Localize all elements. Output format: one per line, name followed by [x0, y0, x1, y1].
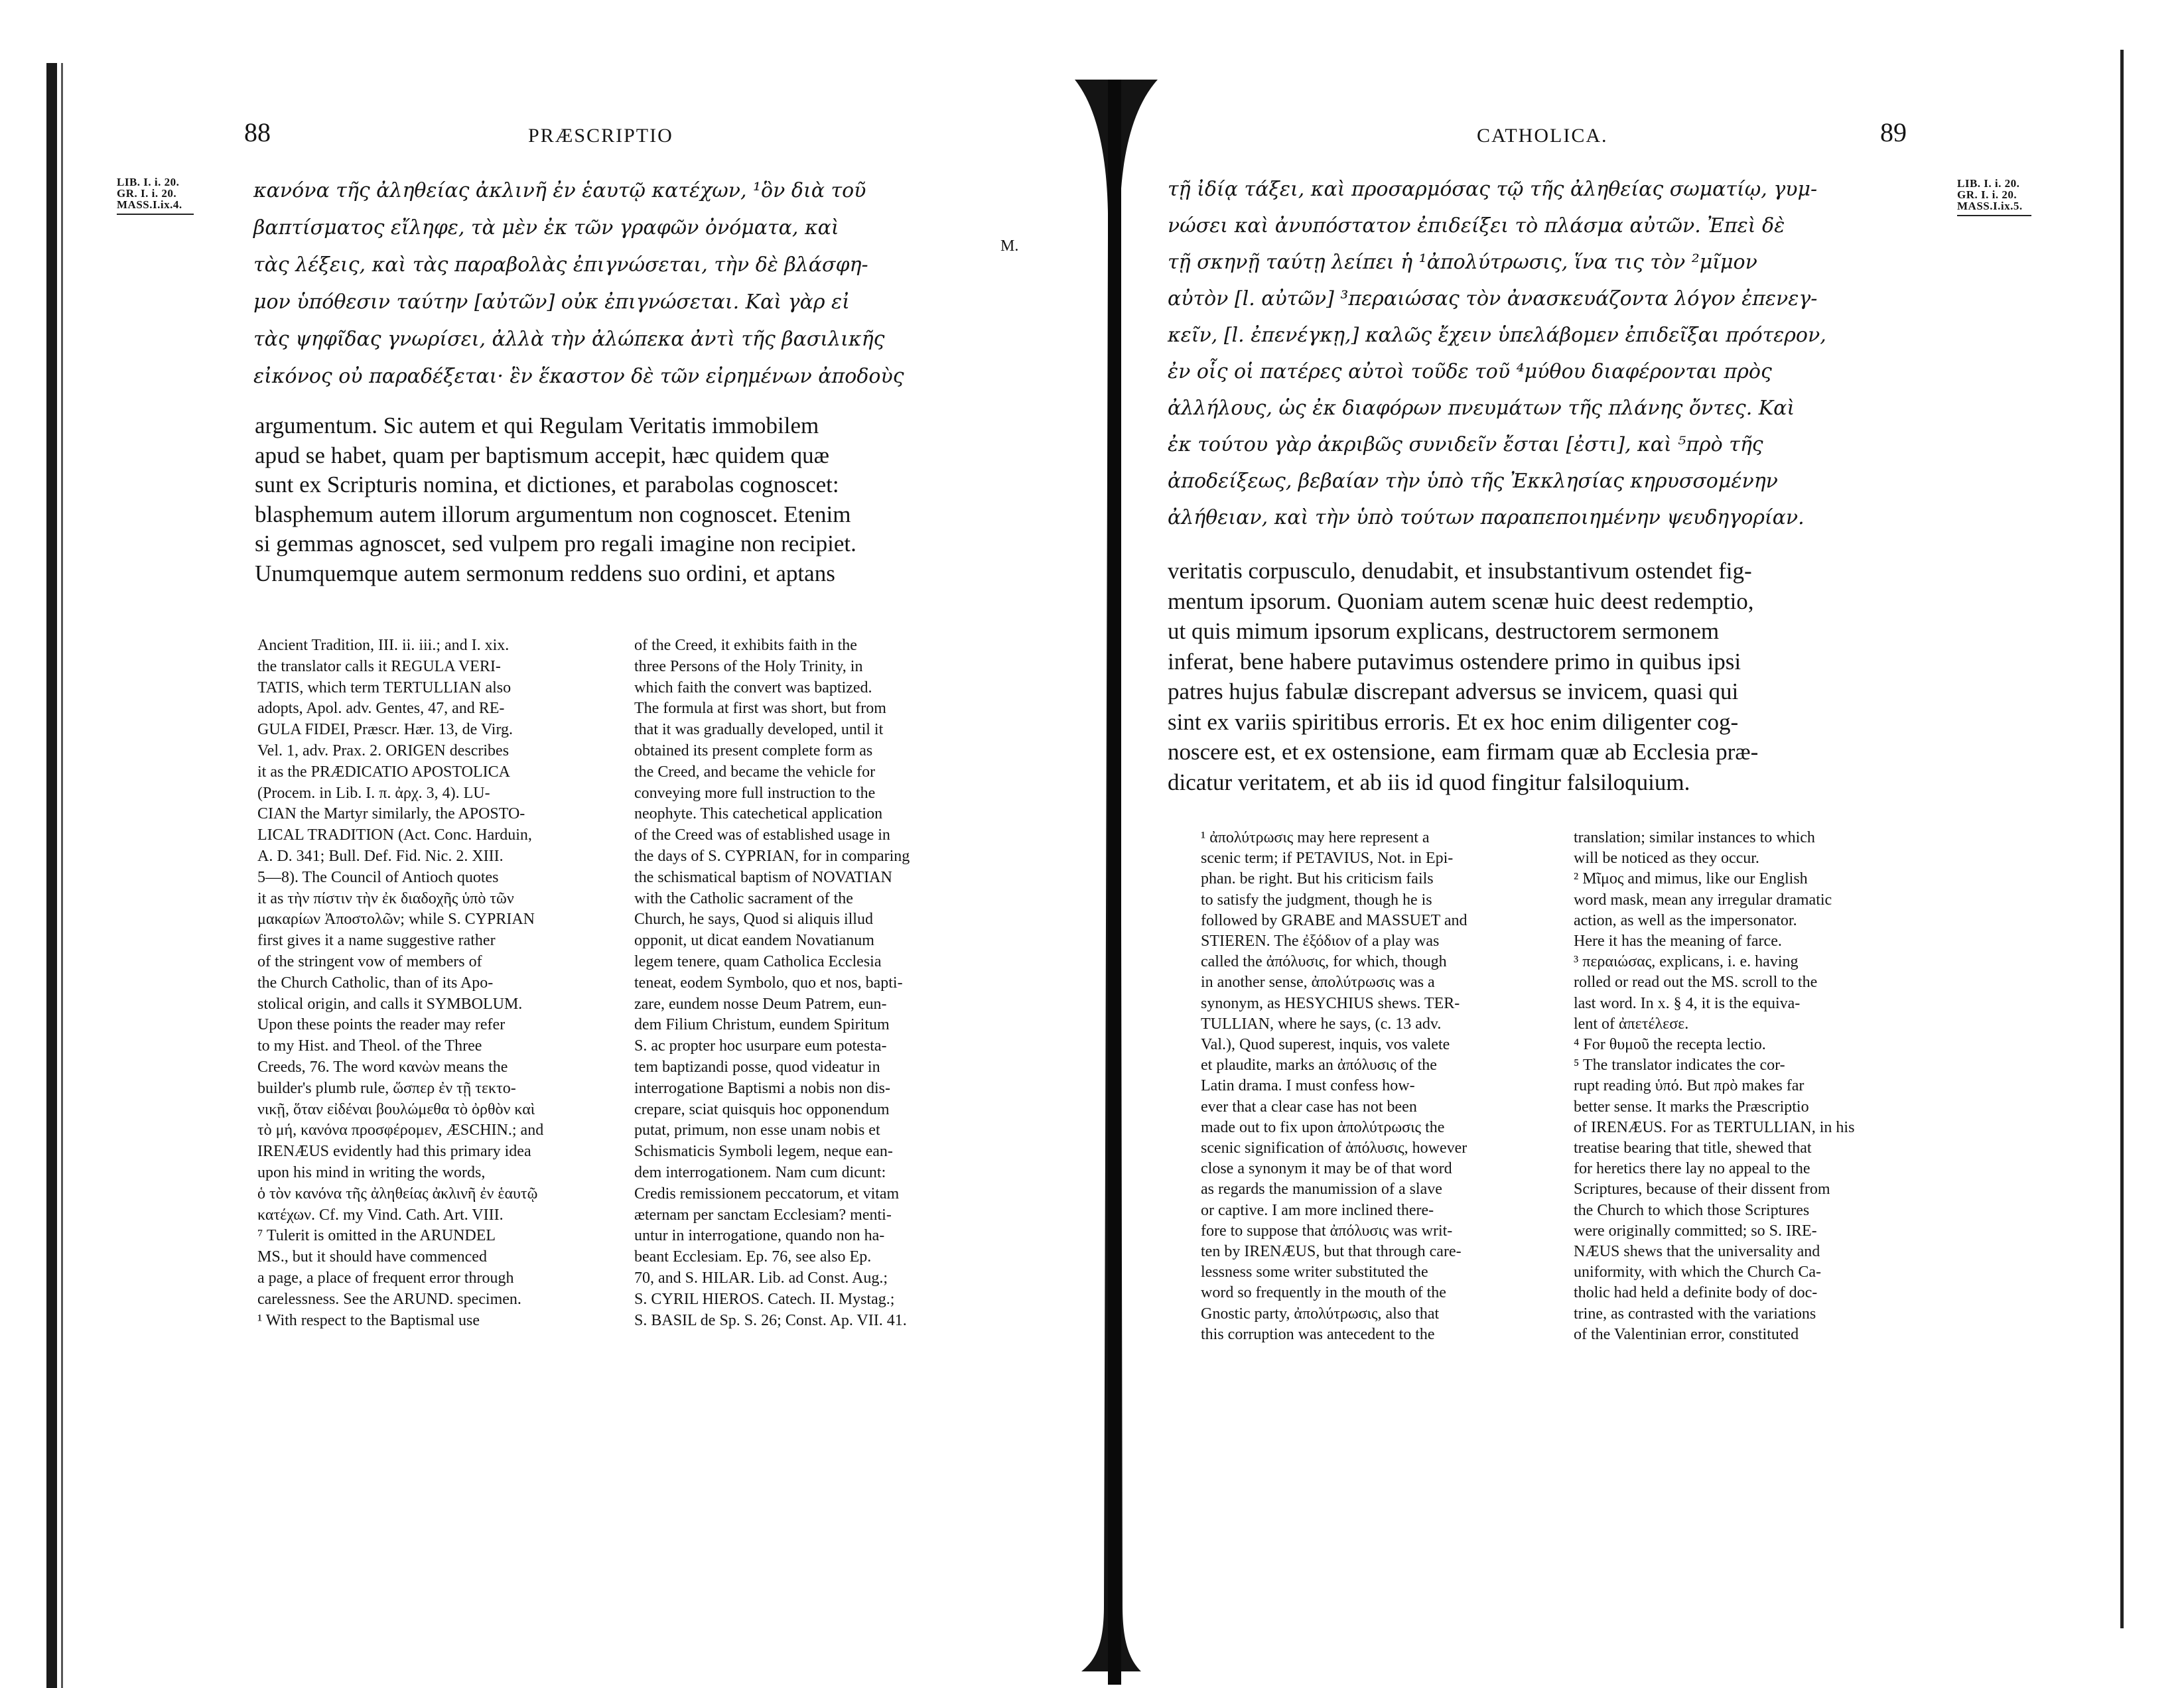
footnote-line: of the Valentinian error, constituted	[1574, 1325, 1799, 1343]
footnote-line: MS., but it should have commenced	[257, 1248, 487, 1266]
footnote-line: a page, a place of frequent error through	[257, 1269, 514, 1287]
margin-letter: M.	[1000, 237, 1019, 255]
footnotes-column-1	[1201, 828, 1467, 1345]
footnote-line: ὁ τὸν κανόνα τῆς ἀληθείας ἀκλινῆ ἐν ἑαυτῷ	[257, 1185, 538, 1202]
footnote-line: Schismaticis Symboli legem, neque ean-	[634, 1143, 893, 1161]
latin-line: inferat, bene habere putavimus ostendere primo in quibus ipsi	[1168, 648, 1741, 675]
footnotes-column-1	[257, 635, 543, 1331]
footnote-line: Church, he says, Quod si aliquis illud	[634, 911, 873, 929]
footnote-line: lessness some writer substituted the	[1201, 1264, 1428, 1281]
left-page-edge-line	[61, 63, 63, 1688]
footnote-line: close a synonym it may be of that word	[1201, 1160, 1452, 1178]
latin-line: si gemmas agnoscet, sed vulpem pro regali imagine non recipiet.	[255, 531, 856, 557]
footnote-line: IRENÆUS evidently had this primary idea	[257, 1143, 531, 1161]
greek-line: τὰς ψηφῖδας γνωρίσει, ἀλλὰ τὴν ἀλώπεκα ἀντὶ τῆς βασιλικῆς	[253, 328, 885, 351]
footnote-line: ⁵ The translator indicates the cor-	[1574, 1057, 1785, 1074]
footnote-line: opponit, ut dicat eandem Novatianum	[634, 932, 874, 950]
footnote-line: made out to fix upon ἀπολύτρωσις the	[1201, 1118, 1445, 1136]
footnote-line: scenic term; if PETAVIUS, Not. in Epi-	[1201, 850, 1454, 868]
footnote-line: will be noticed as they occur.	[1574, 850, 1759, 868]
margin-reference: LIB. I. i. 20. GR. I. i. 20. MASS.I.ix.5.	[1957, 178, 2031, 216]
greek-line: ἀλλήλους, ὡς ἐκ διαφόρων πνευμάτων τῆς πλάνης ὄντες. Καὶ	[1168, 397, 1795, 420]
page-number: 89	[1880, 117, 1907, 147]
greek-line: αὐτὸν [l. αὐτῶν] ³περαιώσας τὸν ἀνασκευάζοντα λόγον ἐπενεγ-	[1168, 287, 1818, 310]
footnote-line: dem interrogationem. Nam cum dicunt:	[634, 1163, 886, 1181]
footnote-line: called the ἀπόλυσις, for which, though	[1201, 953, 1447, 971]
footnote-line: action, as well as the impersonator.	[1574, 911, 1797, 929]
footnote-line: ¹ ἀπολύτρωσις may here represent a	[1201, 829, 1430, 846]
latin-line: noscere est, et ex ostensione, eam firmam quæ ab Ecclesia præ-	[1168, 739, 1759, 765]
greek-line: τὰς λέξεις, καὶ τὰς παραβολὰς ἐπιγνώσεται, τὴν δὲ βλάσφη-	[253, 253, 868, 277]
latin-line: argumentum. Sic autem et qui Regulam Veritatis immobilem	[255, 413, 819, 438]
footnote-line: Latin drama. I must confess how-	[1201, 1077, 1415, 1095]
footnote-line: word mask, mean any irregular dramatic	[1574, 891, 1832, 909]
footnote-line: ⁷ Tulerit is omitted in the ARUNDEL	[257, 1227, 496, 1245]
latin-line: veritatis corpusculo, denudabit, et insubstantivum ostendet fig-	[1168, 558, 1752, 584]
footnote-line: builder's plumb rule, ὥσπερ ἐν τῇ τεκτο-	[257, 1079, 516, 1097]
footnote-line: μακαρίων Ἀποστολῶν; while S. CYPRIAN	[257, 911, 535, 929]
footnote-line: ² Μῖμος and mimus, like our English	[1574, 870, 1808, 888]
footnote-line: ten by IRENÆUS, but that through care-	[1201, 1243, 1462, 1261]
footnote-line: of the stringent vow of members of	[257, 952, 482, 970]
footnote-line: the Creed, and became the vehicle for	[634, 763, 876, 781]
greek-line: τῇ ἰδίᾳ τάξει, καὶ προσαρμόσας τῷ τῆς ἀληθείας σωματίῳ, γυμ-	[1168, 178, 1818, 201]
latin-text	[255, 411, 856, 589]
footnote-line: trine, as contrasted with the variations	[1574, 1305, 1816, 1323]
footnote-line: Credis remissionem peccatorum, et vitam	[634, 1185, 900, 1202]
footnote-line: for heretics there lay no appeal to the	[1574, 1160, 1810, 1178]
latin-line: sint ex variis spiritibus erroris. Et ex hoc enim diligenter cog-	[1168, 708, 1739, 735]
footnote-line: adopts, Apol. adv. Gentes, 47, and RE-	[257, 700, 505, 718]
footnote-line: last word. In x. § 4, it is the equiva-	[1574, 994, 1801, 1012]
footnote-line: Val.), Quod superest, inquis, vos valete	[1201, 1036, 1450, 1054]
footnote-line: better sense. It marks the Præscriptio	[1574, 1098, 1809, 1116]
footnote-line: æternam per sanctam Ecclesiam? menti-	[634, 1206, 892, 1224]
footnote-line: crepare, sciat quisquis hoc opponendum	[634, 1100, 890, 1118]
greek-line: νώσει καὶ ἀνυπόστατον ἐπιδείξει τὸ πλάσμα αὐτῶν. Ἐπεὶ δὲ	[1168, 214, 1785, 237]
latin-line: sunt ex Scripturis nomina, et dictiones, et parabolas cognoscet:	[255, 472, 839, 498]
latin-line: blasphemum autem illorum argumentum non cognoscet. Etenim	[255, 501, 851, 527]
footnote-line: conveying more full instruction to the	[634, 784, 876, 802]
footnote-line: ever that a clear case has not been	[1201, 1098, 1417, 1116]
footnote-line: Ancient Tradition, III. ii. iii.; and I. xix.	[257, 637, 510, 654]
footnote-line: of IRENÆUS. For as TERTULLIAN, in his	[1574, 1118, 1855, 1136]
footnote-line: The formula at first was short, but from	[634, 700, 886, 718]
footnote-line: 70, and S. HILAR. Lib. ad Const. Aug.;	[634, 1269, 888, 1287]
footnote-line: neophyte. This catechetical application	[634, 805, 883, 823]
footnote-line: the Church Catholic, than of its Apo-	[257, 974, 494, 992]
footnote-line: carelessness. See the ARUND. specimen.	[257, 1290, 521, 1308]
footnote-line: which faith the convert was baptized.	[634, 679, 872, 696]
greek-line: κανόνα τῆς ἀληθείας ἀκλινῆ ἐν ἑαυτῷ κατέχων, ¹ὃν διὰ τοῦ	[253, 179, 866, 202]
footnote-line: zare, eundem nosse Deum Patrem, eun-	[634, 995, 887, 1013]
footnote-line: upon his mind in writing the words,	[257, 1163, 486, 1181]
greek-text	[253, 172, 904, 395]
greek-line: κεῖν, [l. ἐπενέγκῃ,] καλῶς ἔχειν ὑπελάβομεν ἐπιδεῖξαι πρότερον,	[1168, 324, 1826, 347]
right-page-edge	[2120, 50, 2124, 1628]
greek-line: ἐκ τούτου γὰρ ἀκριβῶς συνιδεῖν ἔσται [ἐστι], καὶ ⁵πρὸ τῆς	[1168, 433, 1763, 456]
footnote-line: Upon these points the reader may refer	[257, 1016, 506, 1034]
footnote-line: it as the PRÆDICATIO APOSTOLICA	[257, 763, 510, 781]
footnote-line: phan. be right. But his criticism fails	[1201, 870, 1434, 888]
footnote-line: synonym, as HESYCHIUS shews. TER-	[1201, 994, 1460, 1012]
footnotes-column-2	[1574, 828, 1854, 1345]
latin-line: Unumquemque autem sermonum reddens suo ordini, et aptans	[255, 560, 835, 586]
greek-line: εἰκόνος οὐ παραδέξεται· ἓν ἕκαστον δὲ τῶν εἰρημένων ἀποδοὺς	[253, 365, 904, 388]
footnote-line: teneat, eodem Symbolo, quo et nos, bapti-	[634, 974, 903, 992]
margin-rule	[117, 214, 194, 215]
footnote-line: Gnostic party, ἀπολύτρωσις, also that	[1201, 1305, 1440, 1323]
footnote-line: putat, primum, non esse unam nobis et	[634, 1122, 880, 1139]
footnote-line: A. D. 341; Bull. Def. Fid. Nic. 2. XIII.	[257, 847, 504, 865]
latin-line: patres hujus fabulæ discrepant adversus se invicem, quasi qui	[1168, 679, 1739, 704]
footnote-line: treatise bearing that title, shewed that	[1574, 1139, 1812, 1157]
footnote-line: stolical origin, and calls it SYMBOLUM.	[257, 995, 523, 1013]
footnote-line: Vel. 1, adv. Prax. 2. ORIGEN describes	[257, 742, 510, 759]
latin-line: ut quis mimum ipsorum explicans, destructorem sermonem	[1168, 618, 1720, 644]
footnote-line: interrogatione Baptismi a nobis non dis-	[634, 1079, 890, 1097]
footnote-line: of the Creed, it exhibits faith in the	[634, 637, 857, 654]
page-number: 88	[244, 117, 271, 147]
latin-line: apud se habet, quam per baptismum accepit, hæc quidem quæ	[255, 442, 830, 468]
footnote-line: were originally committed; so S. IRE-	[1574, 1222, 1817, 1240]
footnote-line: lent of ἀπετέλεσε.	[1574, 1015, 1689, 1033]
footnote-line: the days of S. CYPRIAN, for in comparing	[634, 847, 910, 865]
footnote-line: STIEREN. The ἐξόδιον of a play was	[1201, 933, 1440, 950]
footnote-line: et plaudite, marks an ἀπόλυσις of the	[1201, 1057, 1437, 1074]
footnote-line: this corruption was antecedent to the	[1201, 1325, 1435, 1343]
greek-line: ἀλήθειαν, καὶ τὴν ὑπὸ τούτων παραπεποιημένην ψευδηγορίαν.	[1168, 506, 1805, 529]
footnote-line: to satisfy the judgment, though he is	[1201, 891, 1432, 909]
footnote-line: tholic had held a definite body of doc-	[1574, 1284, 1818, 1302]
footnote-line: the Church to which those Scriptures	[1574, 1201, 1810, 1219]
footnote-line: ⁴ For θυμοῦ the recepta lectio.	[1574, 1036, 1766, 1054]
left-page-edge	[46, 63, 57, 1688]
footnote-line: κατέχων. Cf. my Vind. Cath. Art. VIII.	[257, 1206, 504, 1224]
footnote-line: the schismatical baptism of NOVATIAN	[634, 868, 892, 886]
footnote-line: τὸ μή, κανόνα προσφέρομεν, ÆSCHIN.; and	[257, 1122, 544, 1139]
footnote-line: TULLIAN, where he says, (c. 13 adv.	[1201, 1015, 1442, 1033]
footnote-line: Creeds, 76. The word κανὼν means the	[257, 1058, 508, 1076]
footnote-line: CIAN the Martyr similarly, the APOSTO-	[257, 805, 525, 823]
greek-line: βαπτίσματος εἴληφε, τὰ μὲν ἐκ τῶν γραφῶν ὀνόματα, καὶ	[253, 216, 839, 239]
latin-line: dicatur veritatem, et ab iis id quod fingitur falsiloquium.	[1168, 769, 1690, 795]
footnote-line: translation; similar instances to which	[1574, 829, 1815, 846]
footnote-line: as regards the manumission of a slave	[1201, 1181, 1442, 1199]
footnote-line: rolled or read out the MS. scroll to the	[1574, 974, 1818, 992]
footnote-line: NÆUS shews that the universality and	[1574, 1243, 1820, 1261]
footnote-line: 5—8). The Council of Antioch quotes	[257, 868, 499, 886]
footnote-line: three Persons of the Holy Trinity, in	[634, 657, 863, 675]
latin-text	[1168, 556, 1758, 797]
footnote-line: LICAL TRADITION (Act. Conc. Harduin,	[257, 826, 532, 844]
greek-line: τῇ σκηνῇ ταύτῃ λείπει ἡ ¹ἀπολύτρωσις, ἵνα τις τὸν ²μῖμον	[1168, 251, 1757, 274]
footnote-line: Here it has the meaning of farce.	[1574, 933, 1782, 950]
footnote-line: or captive. I am more inclined there-	[1201, 1201, 1434, 1219]
running-title: CATHOLICA.	[1477, 125, 1608, 147]
margin-reference: LIB. I. i. 20. GR. I. i. 20. MASS.I.ix.4.	[117, 176, 194, 215]
footnote-line: of the Creed was of established usage in	[634, 826, 890, 844]
greek-line: ἐν οἷς οἱ πατέρες αὐτοὶ τοῦδε τοῦ ⁴μύθου διαφέρονται πρὸς	[1168, 360, 1772, 383]
footnote-line: in another sense, ἀπολύτρωσις was a	[1201, 974, 1435, 992]
footnote-line: GULA FIDEI, Præscr. Hær. 13, de Virg.	[257, 721, 513, 739]
footnote-line: dem Filium Christum, eundem Spiritum	[634, 1016, 890, 1034]
footnote-line: rupt reading ὑπό. But πρὸ makes far	[1574, 1077, 1805, 1095]
footnote-line: followed by GRABE and MASSUET and	[1201, 911, 1467, 929]
latin-line: mentum ipsorum. Quoniam autem scenæ huic deest redemptio,	[1168, 588, 1754, 614]
footnote-line: that it was gradually developed, until it	[634, 721, 884, 739]
footnote-line: beant Ecclesiam. Ep. 76, see also Ep.	[634, 1248, 872, 1266]
footnote-line: legem tenere, quam Catholica Ecclesia	[634, 952, 882, 970]
footnote-line: it as τὴν πίστιν τὴν ἐκ διαδοχῆς ὑπὸ τῶν	[257, 889, 514, 907]
footnote-line: scenic signification of ἀπόλυσις, however	[1201, 1139, 1467, 1157]
footnote-line: obtained its present complete form as	[634, 742, 873, 759]
footnote-line: S. ac propter hoc usurpare eum potesta-	[634, 1037, 887, 1055]
footnote-line: uniformity, with which the Church Ca-	[1574, 1264, 1822, 1281]
footnote-line: tem baptizandi posse, quod videatur in	[634, 1058, 880, 1076]
footnote-line: fore to suppose that ἀπόλυσις was writ-	[1201, 1222, 1453, 1240]
footnote-line: ¹ With respect to the Baptismal use	[257, 1311, 480, 1329]
footnote-line: first gives it a name suggestive rather	[257, 932, 496, 950]
footnotes-column-2	[634, 635, 910, 1331]
footnote-line: untur in interrogatione, quando non ha-	[634, 1227, 885, 1245]
footnote-line: S. BASIL de Sp. S. 26; Const. Ap. VII. 41.	[634, 1311, 907, 1329]
footnote-line: with the Catholic sacrament of the	[634, 889, 853, 907]
running-title: PRÆSCRIPTIO	[528, 125, 673, 147]
footnote-line: νικῇ, ὅταν εἰδέναι βουλώμεθα τὸ ὀρθὸν καὶ	[257, 1100, 535, 1118]
footnote-line: TATIS, which term TERTULLIAN also	[257, 679, 512, 696]
footnote-line: ³ περαιώσας, explicans, i. e. having	[1574, 953, 1799, 971]
greek-line: μον ὑπόθεσιν ταύτην [αὐτῶν] οὐκ ἐπιγνώσεται. Καὶ γὰρ εἰ	[253, 291, 850, 314]
footnote-line: S. CYRIL HIEROS. Catech. II. Mystag.;	[634, 1290, 895, 1308]
footnote-line: word so frequently in the mouth of the	[1201, 1284, 1446, 1302]
margin-rule	[1957, 215, 2031, 216]
footnote-line: (Procem. in Lib. I. π. ἀρχ. 3, 4). LU-	[257, 784, 490, 802]
greek-line: ἀποδείξεως, βεβαίαν τὴν ὑπὸ τῆς Ἐκκλησίας κηρυσσομένην	[1168, 470, 1778, 493]
footnote-line: Scriptures, because of their dissent from	[1574, 1181, 1830, 1199]
greek-text	[1168, 171, 1826, 536]
footnote-line: the translator calls it REGULA VERI-	[257, 657, 501, 675]
footnote-line: to my Hist. and Theol. of the Three	[257, 1037, 482, 1055]
